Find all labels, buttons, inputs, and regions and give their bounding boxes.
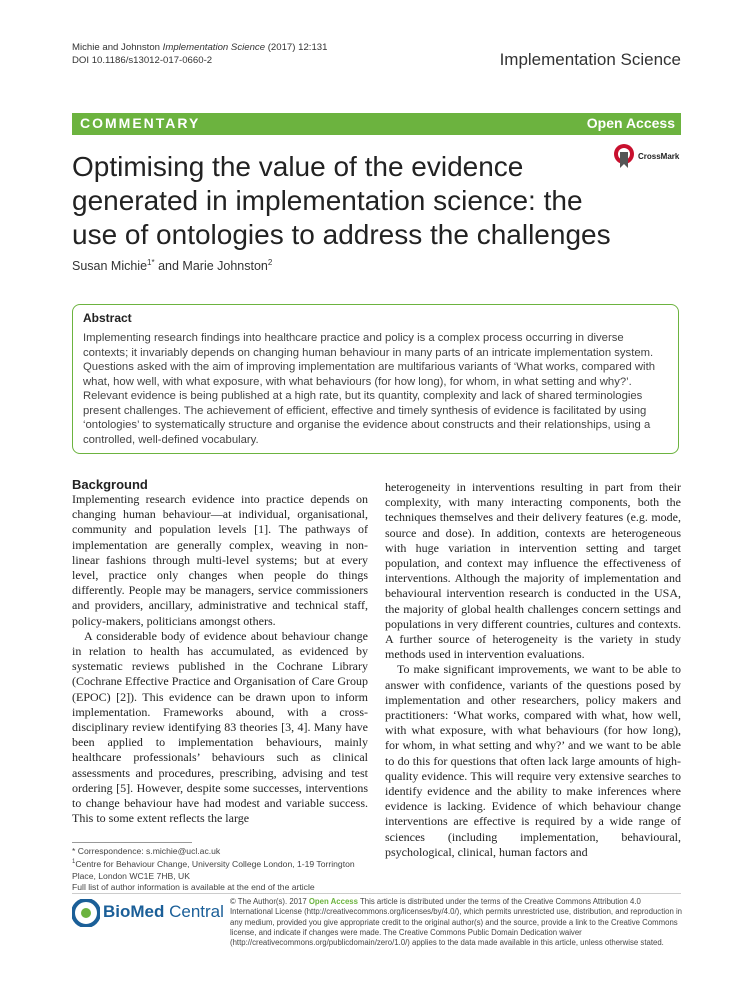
author-list [72,258,272,273]
crossmark-label: CrossMark [638,152,680,161]
body-paragraph: heterogeneity in interventions resulting in part from their complexity, with many interacting components, both the techniques themselves and their delivery features (e.g. mode, source and dose). In addition, contexts are heterogeneous with huge variation in intervention setting and target population, and context may influence the effectiveness of interventions. Although the majority of implementation and behavioural intervention research is conducted in the USA, the majority of global health challenges concern settings and populations in very different countries, cultures and contexts. A further source of heterogeneity is the variety in study methods used in intervention evaluations. [385,480,681,662]
crossmark-icon [613,143,635,169]
footer-divider [72,893,681,894]
article-title: Optimising the value of the evidence generated in implementation science: the use of ontologies to address the challenges [72,151,611,250]
citation-authors: Michie and Johnston [72,42,163,53]
footnote-divider [72,842,192,843]
license-body: This article is distributed under the terms of the Creative Commons Attribution 4.0 International License (http://creativecommons.org/licenses/by/4.0/), which permits unrestricted use, distribution, and reproduction in any medium, provided you give appropriate credit to the original author(s) and the source, provide a link to the Creative Commons license, and indicate if changes were made. The Creative Commons Public Domain Dedication waiver (http://creativecommons.org/publicdomain/zero/1.0/) applies to the data made available in this article, unless otherwise stated. [230,897,683,948]
abstract-text: Implementing research findings into healthcare practice and policy is a complex process occurring in diverse contexts; it invariably depends on changing human behaviour in many parts of an intricate implementation system. Questions asked with the aim of improving implementation are multifarious variants of ‘What works, compared with what, how well, with what exposure, with what behaviours (for how long), for whom, in what setting and why?’. Relevant evidence is being published at a high rate, but its quantity, complexity and lack of shared terminologies present challenges. The achievement of efficient, effective and timely synthesis of evidence is facilitated by using ‘ontologies’ to systematically structure and organise the evidence about constructs and their relationships, using a controlled, well-defined vocabulary. [83,332,655,446]
section-heading-background: Background [72,477,148,492]
author-name: Marie Johnston [182,259,268,274]
license-prefix: © The Author(s). 2017 [230,897,309,906]
affiliation-mark: 1 [72,859,76,866]
license-open-access: Open Access [308,897,358,906]
body-column-left [72,492,368,826]
citation-header [72,41,327,67]
article-type-banner [72,113,681,135]
citation-volume: (2017) 12:131 [265,42,328,53]
journal-name: Implementation Science [499,50,681,69]
doi-line[interactable]: DOI 10.1186/s13012-017-0660-2 [72,55,213,66]
biomed-central-logo[interactable] [72,898,224,928]
body-column-right [385,480,681,860]
author-name: Susan Michie [72,259,148,274]
affiliation-text: Centre for Behaviour Change, University College London, 1-19 Torrington Place, London WC1E 7HB, UK [72,859,355,881]
author-separator: and [154,259,183,274]
author-affiliation-mark: 2 [267,258,273,267]
body-paragraph: To make significant improvements, we want to be able to answer with confidence, variants of the questions posed by implementation and other researchers, policy makers and practitioners: ‘What works, compared with what, how well, with what exposure, with what behaviours (for how long), for whom, in what setting and why?’ and we want to be able to do this for questions that often lack large amounts of high-quality evidence. This will require very extensive searches to identify evidence and the ability to make inferences where evidence is lacking. Evidence of which behaviour change interventions are effective is required by a wide range of sciences (including implementation, behavioural, psychological, clinical, human factors and [385,662,681,859]
license-text [230,897,682,948]
author-info-note: Full list of author information is available at the end of the article [72,882,315,893]
abstract-box [72,304,679,454]
author-affiliation-mark: 1* [147,258,155,267]
correspondence-note: * Correspondence: s.michie@ucl.ac.uk [72,846,221,856]
abstract-heading: Abstract [83,311,132,325]
body-paragraph: A considerable body of evidence about behaviour change in relation to health has accumulated, as evidenced by systematic reviews published in the Cochrane Library (Cochrane Effective Practice and Organisation of Care Group (EPOC) [2]). This evidence can be drawn upon to inform implementation. Frameworks abound, with a cross-disciplinary review identifying 83 theories [3, 4]. Many have been applied to implementation behaviours, mainly healthcare professionals’ behaviours such as clinical assessments and procedures, prescribing, advising and test ordering [5]. However, despite some successes, interventions to change behaviour have had modest and variable success. This to some extent reflects the large [72,628,368,826]
article-type-label: COMMENTARY [80,115,201,131]
citation-journal: Implementation Science [162,42,266,53]
logo-text-central: Central [164,902,224,921]
body-paragraph: Implementing research evidence into practice depends on changing human behaviour—at individual, organisational, community and population levels [1]. The pathways of implementation are generally complex, weaving in non-linear fashions through multi-level systems; but at every level, practice only changes when people do things differently. People may be managers, service commissioners and providers, ancillary, administrative and technical staff, policy-makers, politicians amongst others. [72,492,368,628]
footnotes [72,846,372,893]
logo-text-biomed: BioMed [103,902,165,921]
biomed-logo-icon [72,899,100,927]
crossmark-badge[interactable] [613,143,685,171]
open-access-label: Open Access [586,115,675,131]
